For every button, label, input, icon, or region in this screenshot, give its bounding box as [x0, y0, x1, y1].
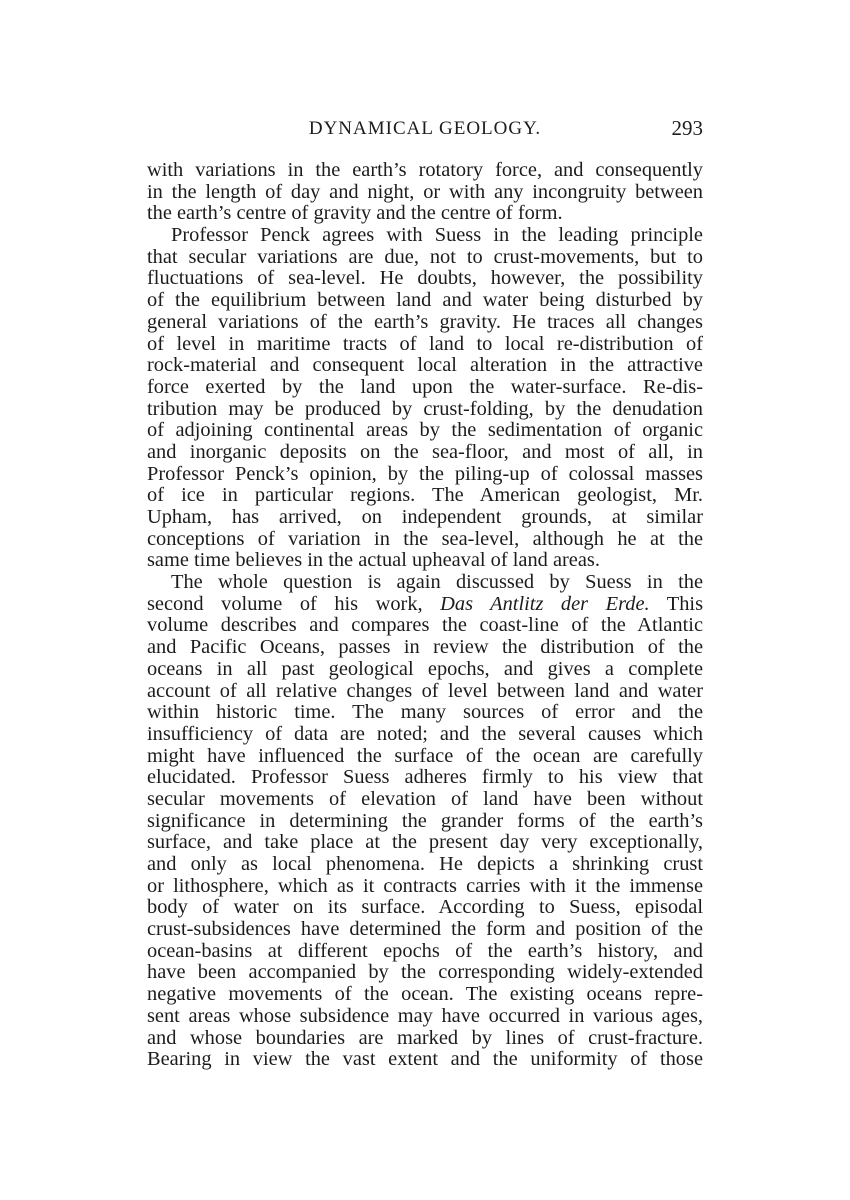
text-line: sent areas whose subsidence may have occurred in various ages, [147, 1005, 703, 1027]
text-line: with variations in the earth’s rotatory force, and consequently [147, 160, 703, 181]
text-line: elucidated. Professor Suess adheres firmly to his view that [147, 767, 703, 789]
text-line: and only as local phenomena. He depicts a shrinking crust [147, 854, 703, 875]
running-head-title: DYNAMICAL GEOLOGY. [308, 118, 542, 139]
text-line: body of water on its surface. According to Suess, episodal [147, 897, 703, 919]
text-line: within historic time. The many sources of error and the [147, 702, 703, 724]
text-line: surface, and take place at the present day very exceptionally, [147, 832, 703, 854]
text-line: and inorganic deposits on the sea-floor, and most of all, in [147, 441, 703, 463]
text-line: same time believes in the actual upheaval of land areas. [147, 550, 600, 572]
text-line: Upham, has arrived, on independent grounds, at similar [147, 507, 703, 528]
text-line: volume describes and compares the coast-line of the Atlantic [147, 615, 703, 637]
text-line: force exerted by the land upon the water-surface. Re-dis- [147, 376, 703, 398]
text-line: of adjoining continental areas by the sedimentation of organic [147, 420, 703, 442]
text-line: of level in maritime tracts of land to local re-distribution of [147, 333, 703, 355]
text-line: account of all relative changes of level between land and water [147, 680, 703, 702]
text-line: of the equilibrium between land and water being disturbed by [147, 290, 703, 312]
text-line: general variations of the earth’s gravity. He traces all changes [147, 311, 703, 333]
running-head [147, 118, 703, 144]
text-line: fluctuations of sea-level. He doubts, however, the possibility [147, 268, 703, 290]
text-line: significance in determining the grander forms of the earth’s [147, 810, 703, 832]
text-line: that secular variations are due, not to crust-movements, but to [147, 246, 703, 268]
page-number: 293 [671, 116, 703, 140]
text-line: negative movements of the ocean. The existing oceans repre- [147, 984, 703, 1006]
text-line: have been accompanied by the corresponding widely-extended [147, 962, 703, 984]
text-line: The whole question is again discussed by Suess in the [171, 572, 703, 594]
text-line: Professor Penck’s opinion, by the piling-up of colossal masses [147, 463, 703, 485]
text-line: Professor Penck agrees with Suess in the leading principle [171, 225, 703, 247]
text-line: ocean-basins at different epochs of the earth’s history, and [147, 940, 703, 962]
text-line: insufficiency of data are noted; and the several causes which [147, 723, 703, 745]
text-line: tribution may be produced by crust-folding, by the denudation [147, 398, 703, 420]
text-line: crust-subsidences have determined the form and position of the [147, 919, 703, 941]
text-line: and Pacific Oceans, passes in review the distribution of the [147, 637, 703, 659]
text-line: the earth’s centre of gravity and the centre of form. [147, 203, 563, 225]
body-text [147, 160, 703, 1071]
text-line: second volume of his work, Das Antlitz der Erde. This [147, 593, 703, 615]
text-line: in the length of day and night, or with any incongruity between [147, 181, 703, 203]
text-line: Bearing in view the vast extent and the uniformity of those [147, 1049, 703, 1071]
text-line: might have influenced the surface of the ocean are carefully [147, 745, 703, 767]
text-line: and whose boundaries are marked by lines of crust-fracture. [147, 1027, 703, 1049]
text-line: or lithosphere, which as it contracts carries with it the immense [147, 875, 703, 897]
text-line: rock-material and consequent local alteration in the attractive [147, 355, 703, 377]
text-line: of ice in particular regions. The American geologist, Mr. [147, 485, 703, 507]
text-line: secular movements of elevation of land have been without [147, 788, 703, 810]
text-line: conceptions of variation in the sea-level, although he at the [147, 528, 703, 550]
text-line: oceans in all past geological epochs, and gives a complete [147, 658, 703, 680]
